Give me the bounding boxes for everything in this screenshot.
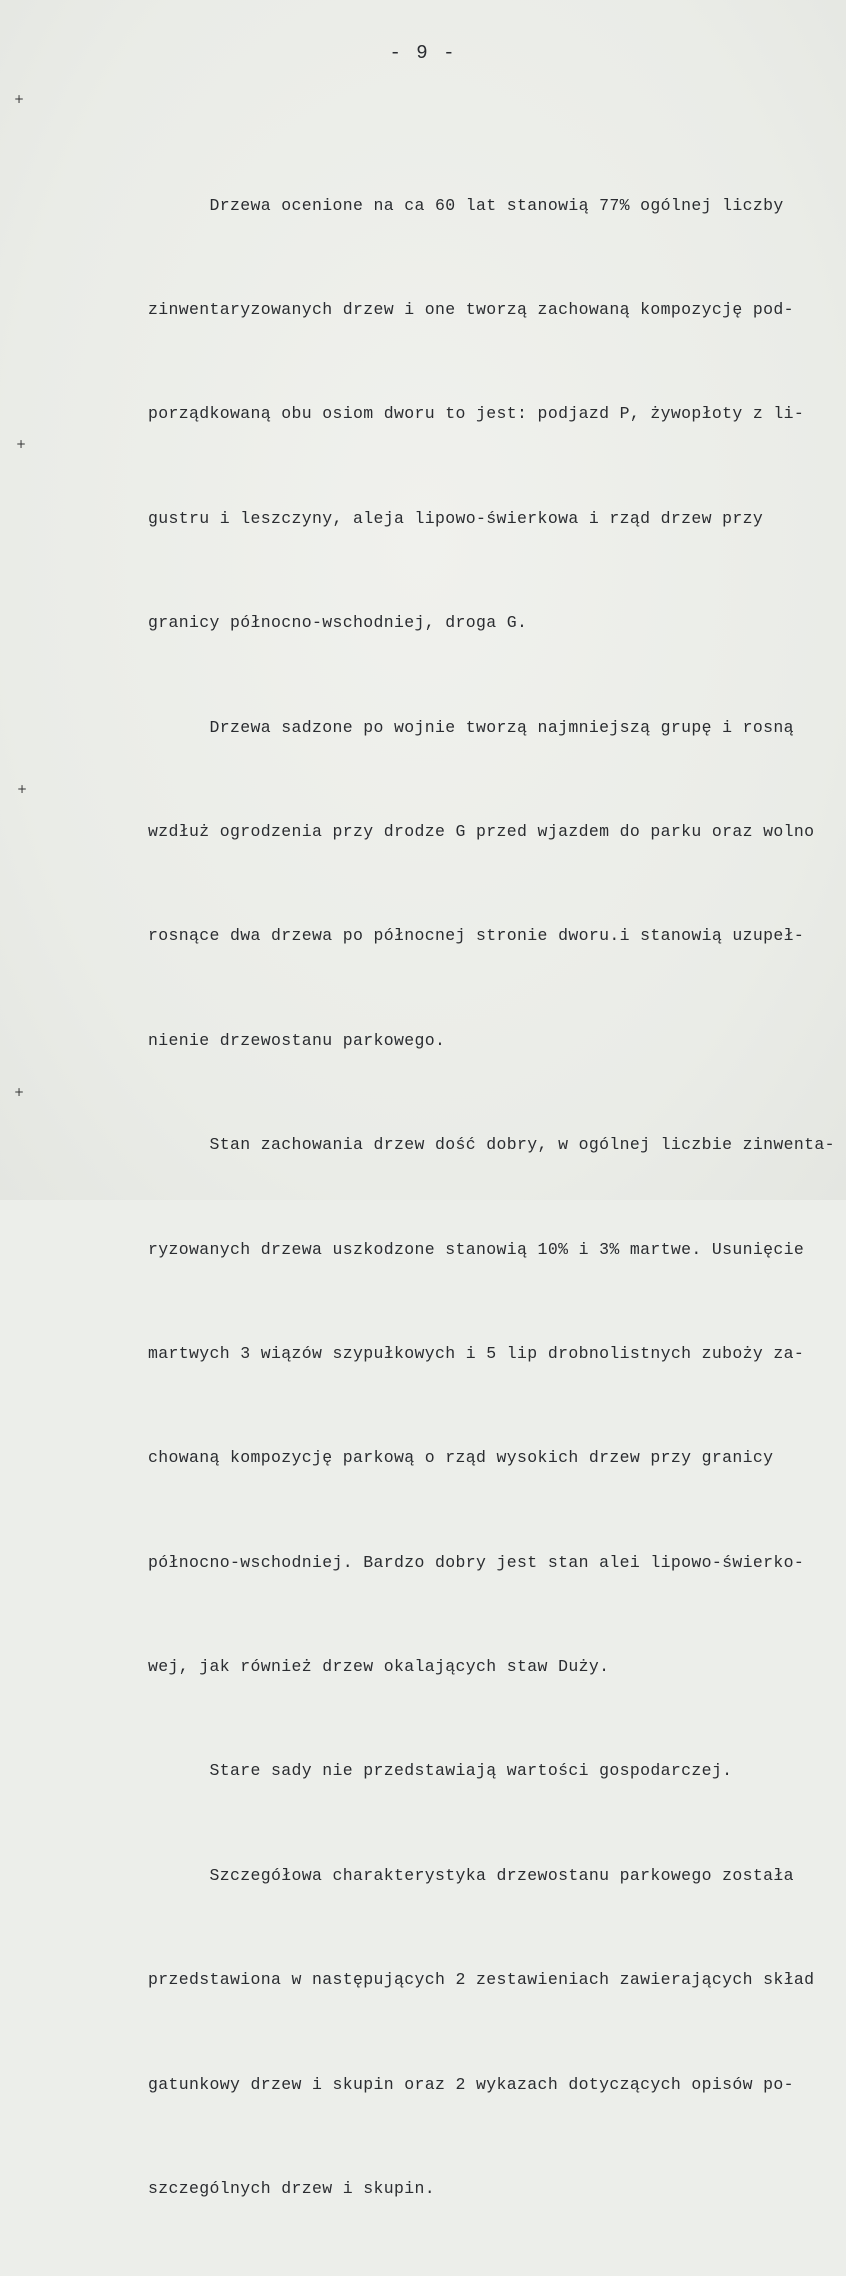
margin-mark: + [16,437,27,451]
text-line: porządkowaną obu osiom dworu to jest: podjazd P, żywopłoty z li- [148,404,805,424]
text-line: chowaną kompozycję parkową o rząd wysokich drzew przy granicy [148,1448,774,1468]
text-line: gatunkowy drzew i skupin oraz 2 wykazach dotyczących opisów po- [148,2074,794,2094]
body-text [148,119,838,2276]
text-line: wzdłuż ogrodzenia przy drodze G przed wjazdem do parku oraz wolno [148,821,815,841]
text-line: Stare sady nie przedstawiają wartości gospodarczej. [148,1761,733,1781]
text-line: martwych 3 wiązów szypułkowych i 5 lip drobnolistnych zuboży za- [148,1343,805,1363]
text-line: zinwentaryzowanych drzew i one tworzą zachowaną kompozycję pod- [148,299,794,319]
margin-mark: + [14,1085,25,1099]
margin-mark: + [17,782,28,796]
margin-mark: + [14,92,25,106]
text-line: ryzowanych drzewa uszkodzone stanowią 10% i 3% martwe. Usunięcie [148,1239,805,1259]
page-number: - 9 - [389,42,457,64]
text-line: gustru i leszczyny, aleja lipowo-świerkowa i rząd drzew przy [148,508,764,528]
text-line: rosnące dwa drzewa po północnej stronie dworu.i stanowią uzupeł- [148,926,805,946]
text-line: Drzewa sadzone po wojnie tworzą najmniejszą grupę i rosną [148,717,794,737]
text-line: Szczegółowa charakterystyka drzewostanu parkowego została [148,1865,794,1885]
text-line: Stan zachowania drzew dość dobry, w ogólnej liczbie zinwenta- [148,1135,835,1155]
text-line: szczególnych drzew i skupin. [148,2179,436,2199]
text-line: wej, jak również drzew okalających staw Duży. [148,1657,610,1677]
text-line: północno-wschodniej. Bardzo dobry jest stan alei lipowo-świerko- [148,1552,805,1572]
text-line: przedstawiona w następujących 2 zestawieniach zawierających skład [148,1970,815,1990]
text-line: granicy północno-wschodniej, droga G. [148,613,528,633]
text-line: Drzewa ocenione na ca 60 lat stanowią 77% ogólnej liczby [148,195,784,215]
text-line: nienie drzewostanu parkowego. [148,1030,446,1050]
